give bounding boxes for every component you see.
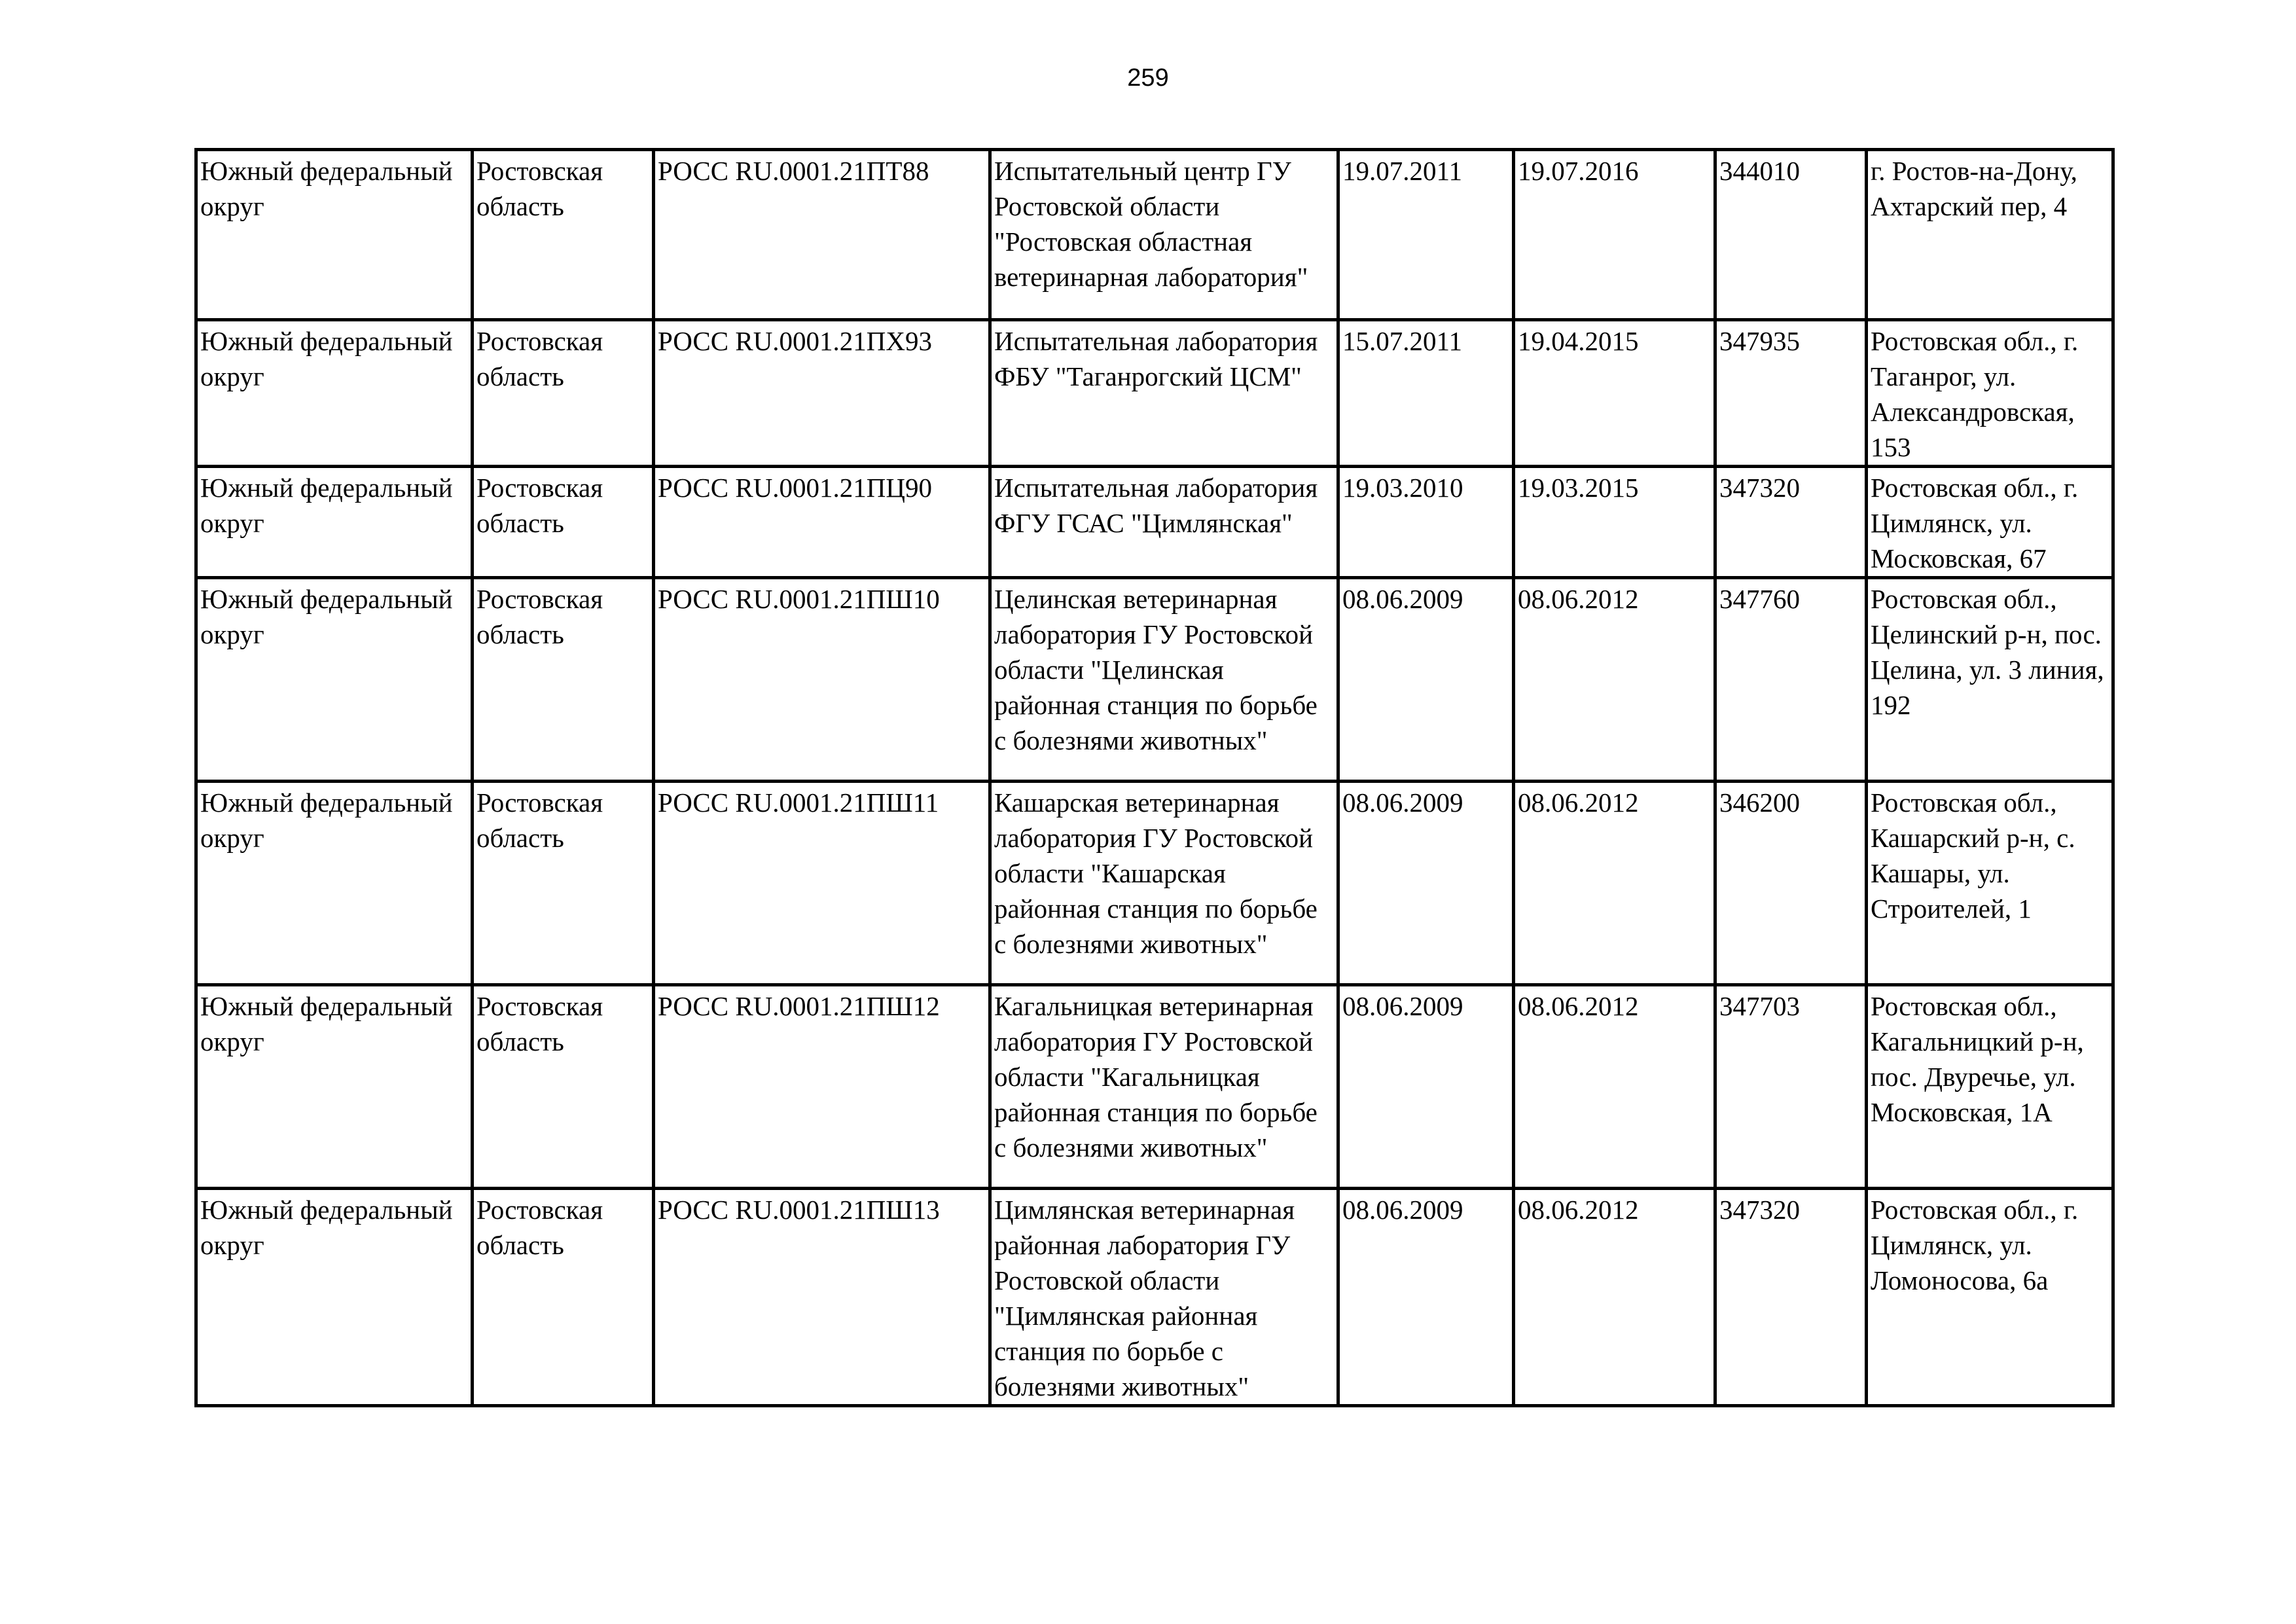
postcode-cell: 346200 [1715,782,1867,985]
region-cell: Ростовская область [473,782,654,985]
region-cell: Ростовская область [473,1189,654,1406]
organization-cell: Испытательная лаборатория ФБУ "Таганрогский ЦСМ" [990,320,1338,467]
table-row [196,320,2113,467]
organization-cell: Цимлянская ветеринарная районная лаборатория ГУ Ростовской области "Цимлянская районная станция по борьбе с болезнями животных" [990,1189,1338,1406]
date-from-cell: 08.06.2009 [1338,782,1514,985]
date-from-cell: 15.07.2011 [1338,320,1514,467]
date-from-cell: 08.06.2009 [1338,1189,1514,1406]
address-cell: г. Ростов-на-Дону, Ахтарский пер, 4 [1867,150,2113,320]
address-cell: Ростовская обл., Кашарский р-н, с. Кашары, ул. Строителей, 1 [1867,782,2113,985]
postcode-cell: 347760 [1715,578,1867,782]
table-row [196,467,2113,578]
organization-cell: Кашарская ветеринарная лаборатория ГУ Ростовской области "Кашарская районная станция по борьбе с болезнями животных" [990,782,1338,985]
address-cell: Ростовская обл., Целинский р-н, пос. Целина, ул. 3 линия, 192 [1867,578,2113,782]
organization-cell: Испытательная лаборатория ФГУ ГСАС "Цимлянская" [990,467,1338,578]
region-cell: Ростовская область [473,467,654,578]
date-to-cell: 08.06.2012 [1514,1189,1715,1406]
district-cell: Южный федеральный округ [196,1189,473,1406]
district-cell: Южный федеральный округ [196,320,473,467]
region-cell: Ростовская область [473,985,654,1189]
region-cell: Ростовская область [473,320,654,467]
page-number: 259 [1127,64,1169,92]
date-to-cell: 19.03.2015 [1514,467,1715,578]
reg-number-cell: РОСС RU.0001.21ПТ88 [654,150,990,320]
organization-cell: Целинская ветеринарная лаборатория ГУ Ростовской области "Целинская районная станция по борьбе с болезнями животных" [990,578,1338,782]
registry-table [194,148,2115,1407]
address-cell: Ростовская обл., Кагальницкий р-н, пос. Двуречье, ул. Московская, 1А [1867,985,2113,1189]
table-row [196,985,2113,1189]
postcode-cell: 344010 [1715,150,1867,320]
date-from-cell: 08.06.2009 [1338,578,1514,782]
reg-number-cell: РОСС RU.0001.21ПШ13 [654,1189,990,1406]
date-to-cell: 19.04.2015 [1514,320,1715,467]
table-row [196,150,2113,320]
address-cell: Ростовская обл., г. Цимлянск, ул. Ломоносова, 6а [1867,1189,2113,1406]
date-from-cell: 19.03.2010 [1338,467,1514,578]
date-to-cell: 08.06.2012 [1514,578,1715,782]
reg-number-cell: РОСС RU.0001.21ПХ93 [654,320,990,467]
address-cell: Ростовская обл., г. Таганрог, ул. Александровская, 153 [1867,320,2113,467]
date-to-cell: 19.07.2016 [1514,150,1715,320]
postcode-cell: 347320 [1715,1189,1867,1406]
reg-number-cell: РОСС RU.0001.21ПЦ90 [654,467,990,578]
postcode-cell: 347320 [1715,467,1867,578]
date-from-cell: 19.07.2011 [1338,150,1514,320]
district-cell: Южный федеральный округ [196,578,473,782]
postcode-cell: 347703 [1715,985,1867,1189]
table-row [196,1189,2113,1406]
reg-number-cell: РОСС RU.0001.21ПШ11 [654,782,990,985]
region-cell: Ростовская область [473,150,654,320]
organization-cell: Кагальницкая ветеринарная лаборатория ГУ Ростовской области "Кагальницкая районная станция по борьбе с болезнями животных" [990,985,1338,1189]
date-to-cell: 08.06.2012 [1514,985,1715,1189]
date-from-cell: 08.06.2009 [1338,985,1514,1189]
reg-number-cell: РОСС RU.0001.21ПШ10 [654,578,990,782]
table-row [196,782,2113,985]
region-cell: Ростовская область [473,578,654,782]
reg-number-cell: РОСС RU.0001.21ПШ12 [654,985,990,1189]
district-cell: Южный федеральный округ [196,782,473,985]
table-row [196,578,2113,782]
district-cell: Южный федеральный округ [196,150,473,320]
district-cell: Южный федеральный округ [196,985,473,1189]
date-to-cell: 08.06.2012 [1514,782,1715,985]
district-cell: Южный федеральный округ [196,467,473,578]
organization-cell: Испытательный центр ГУ Ростовской области "Ростовская областная ветеринарная лаборатория" [990,150,1338,320]
address-cell: Ростовская обл., г. Цимлянск, ул. Московская, 67 [1867,467,2113,578]
postcode-cell: 347935 [1715,320,1867,467]
